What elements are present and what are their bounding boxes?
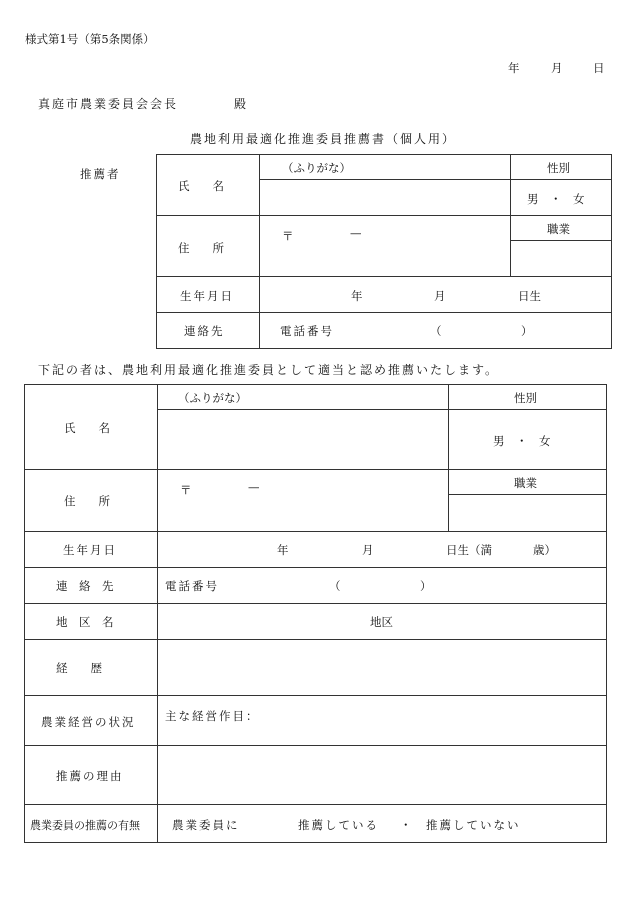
candidate-reason-field[interactable] bbox=[165, 752, 600, 798]
candidate-postal-mark: 〒 bbox=[180, 483, 192, 497]
recommender-contact-label: 連絡先 bbox=[184, 324, 225, 338]
recommender-postal-dash: — bbox=[350, 226, 362, 240]
committee-prefix: 農業委員に bbox=[172, 818, 240, 832]
candidate-age-close: 歳） bbox=[533, 543, 556, 557]
candidate-name-label: 氏 名 bbox=[64, 421, 110, 435]
recommender-birth-year: 年 bbox=[351, 289, 363, 303]
candidate-postal-dash: — bbox=[248, 480, 260, 494]
form-number: 様式第1号（第5条関係） bbox=[25, 32, 155, 46]
committee-option-no[interactable]: 推薦していない bbox=[426, 818, 521, 832]
candidate-birthdate-label: 生年月日 bbox=[63, 543, 117, 557]
committee-separator: ・ bbox=[400, 818, 412, 832]
candidate-occupation-field[interactable] bbox=[454, 500, 602, 526]
addressee-name: 真庭市農業委員会会長 bbox=[38, 97, 179, 111]
candidate-main-crops-label: 主な経営作目： bbox=[165, 709, 260, 723]
candidate-career-label: 経 歴 bbox=[56, 661, 102, 675]
candidate-phone-label: 電話番号 bbox=[165, 579, 219, 593]
date-month-label: 月 bbox=[551, 61, 563, 75]
recommender-gender-label: 性別 bbox=[547, 161, 570, 175]
recommender-occupation-label: 職業 bbox=[547, 222, 570, 236]
candidate-birth-day-age: 日生（満 bbox=[446, 543, 492, 557]
candidate-gender-options[interactable]: 男 ・ 女 bbox=[493, 434, 551, 448]
recommender-address-label: 住 所 bbox=[178, 241, 224, 255]
recommender-furigana-label: （ふりがな） bbox=[282, 161, 351, 175]
committee-recommendation-label: 農業委員の推薦の有無 bbox=[30, 819, 140, 832]
candidate-gender-label: 性別 bbox=[514, 391, 537, 405]
candidate-occupation-label: 職業 bbox=[514, 476, 537, 490]
recommender-phone-paren-open: （ bbox=[430, 324, 442, 338]
recommender-name-field[interactable] bbox=[280, 189, 505, 209]
candidate-phone-paren-close: ） bbox=[420, 579, 432, 593]
date-year-label: 年 bbox=[508, 61, 520, 75]
recommender-phone-paren-close: ） bbox=[521, 324, 533, 338]
candidate-district-label: 地 区 名 bbox=[56, 615, 114, 629]
candidate-farm-status-label: 農業経営の状況 bbox=[41, 715, 136, 729]
recommender-birth-month: 月 bbox=[434, 289, 446, 303]
recommender-birthdate-label: 生年月日 bbox=[180, 289, 234, 303]
candidate-reason-label: 推薦の理由 bbox=[56, 769, 124, 783]
recommender-phone-label: 電話番号 bbox=[280, 324, 334, 338]
recommender-section-label: 推薦者 bbox=[80, 167, 121, 181]
recommender-birth-day: 日生 bbox=[518, 289, 541, 303]
recommender-postal-mark: 〒 bbox=[282, 229, 294, 243]
candidate-address-label: 住 所 bbox=[64, 494, 110, 508]
candidate-phone-paren-open: （ bbox=[329, 579, 341, 593]
page-title: 農地利用最適化推進委員推薦書（個人用） bbox=[190, 132, 457, 146]
recommendation-statement: 下記の者は、農地利用最適化推進委員として適当と認め推薦いたします。 bbox=[38, 363, 500, 377]
candidate-birth-month: 月 bbox=[362, 543, 374, 557]
candidate-district-value: 地区 bbox=[370, 615, 393, 629]
candidate-birth-year: 年 bbox=[277, 543, 289, 557]
recommender-name-label: 氏 名 bbox=[178, 179, 224, 193]
date-day-label: 日 bbox=[593, 61, 605, 75]
candidate-career-field[interactable] bbox=[165, 646, 600, 688]
candidate-contact-label: 連 絡 先 bbox=[56, 579, 114, 593]
candidate-name-field[interactable] bbox=[165, 420, 441, 460]
addressee-honorific: 殿 bbox=[234, 97, 247, 111]
committee-option-yes[interactable]: 推薦している bbox=[298, 818, 379, 832]
recommender-gender-options[interactable]: 男 ・ 女 bbox=[527, 192, 585, 206]
candidate-furigana-label: （ふりがな） bbox=[178, 391, 247, 405]
recommender-occupation-field[interactable] bbox=[515, 246, 607, 270]
